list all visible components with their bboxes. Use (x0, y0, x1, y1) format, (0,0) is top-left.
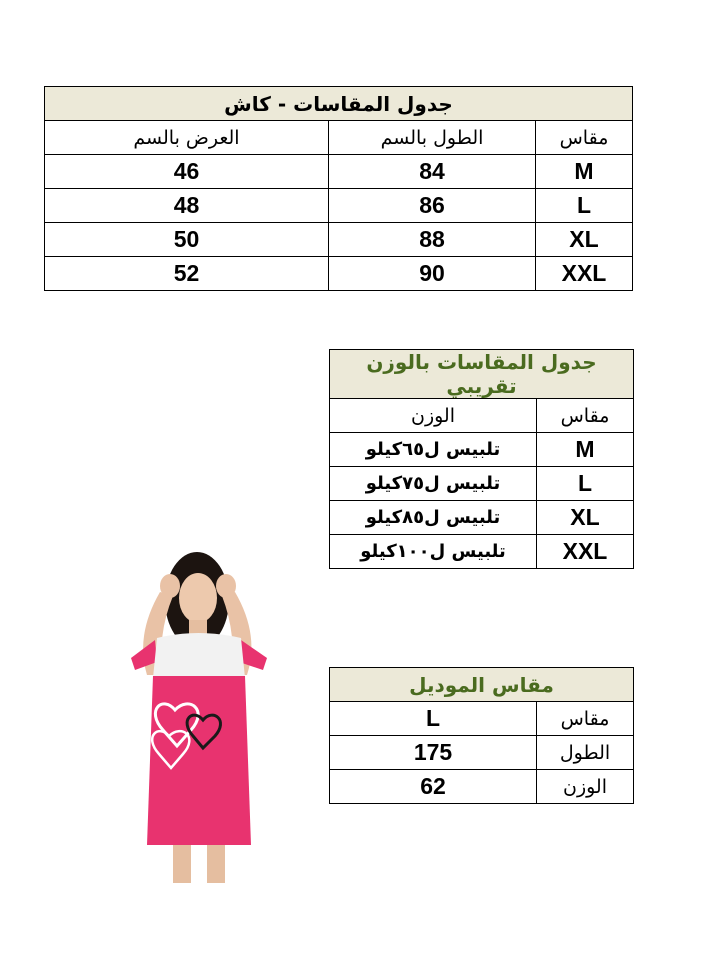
size-cell: XXL (537, 535, 634, 569)
face-shape (179, 573, 217, 623)
size-chart-table (44, 86, 633, 291)
weight-chart-table (329, 349, 634, 569)
length-cell: 84 (329, 155, 536, 189)
size-cell: M (536, 155, 633, 189)
length-cell: 90 (329, 257, 536, 291)
table-row (45, 257, 633, 291)
model-size-table (329, 667, 634, 804)
weight-cell: تلبيس ل٧٥كيلو (330, 467, 537, 501)
size-cell: XL (537, 501, 634, 535)
width-cell: 50 (45, 223, 329, 257)
model-value-cell: L (330, 702, 537, 736)
model-label-cell: مقاس (537, 702, 634, 736)
table-row (330, 467, 634, 501)
width-cell: 48 (45, 189, 329, 223)
weight-cell: تلبيس ل١٠٠كيلو (330, 535, 537, 569)
size-cell: XL (536, 223, 633, 257)
weight-cell: تلبيس ل٨٥كيلو (330, 501, 537, 535)
size-chart-title: جدول المقاسات - كاش (45, 87, 633, 121)
table-row (330, 702, 634, 736)
model-value-cell: 62 (330, 770, 537, 804)
width-cell: 46 (45, 155, 329, 189)
model-size-title: مقاس الموديل (330, 668, 634, 702)
size-cell: XXL (536, 257, 633, 291)
size-header: مقاس (537, 399, 634, 433)
length-cell: 86 (329, 189, 536, 223)
weight-chart-title: جدول المقاسات بالوزن تقريبي (330, 350, 634, 399)
size-header: مقاس (536, 121, 633, 155)
table-row (45, 223, 633, 257)
width-cell: 52 (45, 257, 329, 291)
model-label-cell: الوزن (537, 770, 634, 804)
size-cell: L (536, 189, 633, 223)
table-row (330, 736, 634, 770)
table-row (330, 770, 634, 804)
width-header: العرض بالسم (45, 121, 329, 155)
table-row (330, 501, 634, 535)
length-cell: 88 (329, 223, 536, 257)
weight-header: الوزن (330, 399, 537, 433)
model-value-cell: 175 (330, 736, 537, 770)
table-row (330, 535, 634, 569)
weight-cell: تلبيس ل٦٥كيلو (330, 433, 537, 467)
dress-body (147, 676, 251, 845)
length-header: الطول بالسم (329, 121, 536, 155)
model-label-cell: الطول (537, 736, 634, 770)
size-cell: M (537, 433, 634, 467)
table-row (45, 189, 633, 223)
table-row (45, 155, 633, 189)
table-row (330, 433, 634, 467)
model-photo (85, 540, 315, 883)
size-cell: L (537, 467, 634, 501)
dress-top (153, 633, 245, 678)
